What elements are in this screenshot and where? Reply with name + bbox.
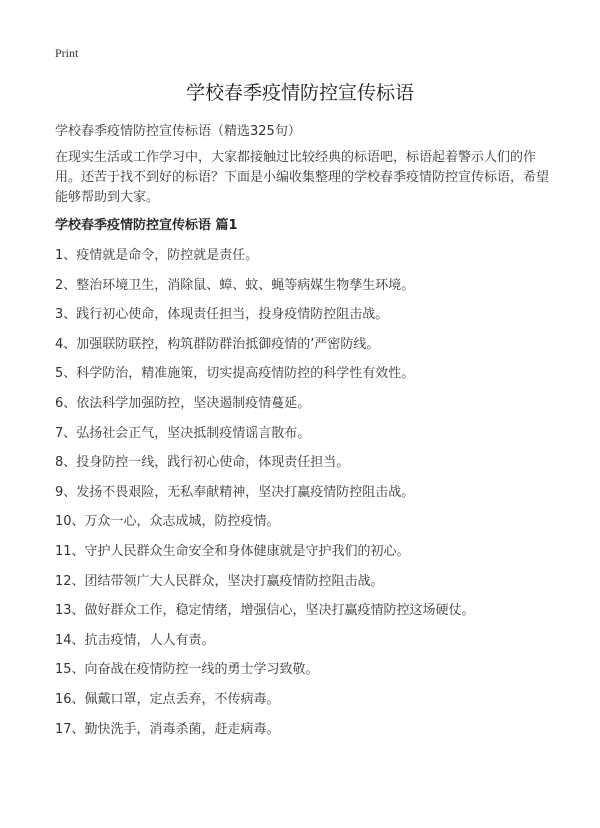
slogan-item: 13、做好群众工作，稳定情绪，增强信心，坚决打赢疫情防控这场硬仗。 (55, 603, 475, 619)
slogan-list (55, 246, 575, 749)
slogan-item: 12、团结带领广大人民群众，坚决打赢疫情防控阻击战。 (55, 573, 384, 589)
slogan-item: 4、加强联防联控，构筑群防群治抵御疫情的’严密防线。 (55, 336, 380, 352)
print-link[interactable]: Print (55, 46, 79, 60)
slogan-item: 15、向奋战在疫情防控一线的勇士学习致敬。 (55, 662, 319, 678)
slogan-item: 5、科学防治，精准施策，切实提高疫情防控的科学性有效性。 (55, 366, 415, 382)
slogan-item: 6、依法科学加强防控，坚决遏制疫情蔓延。 (55, 395, 311, 411)
slogan-item: 7、弘扬社会正气，坚决抵制疫情谣言散布。 (55, 425, 311, 441)
slogan-item: 10、万众一心，众志成城，防控疫情。 (55, 514, 280, 530)
slogan-item: 11、守护人民群众生命安全和身体健康就是守护我们的初心。 (55, 543, 410, 559)
slogan-item: 14、抗击疫情，人人有责。 (55, 632, 215, 648)
slogan-item: 2、整治环境卫生，消除鼠、蟑、蚊、蝇等病媒生物孳生环境。 (55, 277, 415, 293)
slogan-item: 1、疫情就是命令，防控就是责任。 (55, 248, 259, 263)
subtitle: 学校春季疫情防控宣传标语（精选325句） (55, 124, 301, 139)
intro-paragraph: 在现实生活或工作学习中，大家都接触过比较经典的标语吧，标语起着警示人们的作用。还苦于找不到好的标语？下面是小编收集整理的学校春季疫情防控宣传标语，希望能够帮助到大家。 (55, 150, 550, 205)
slogan-item: 8、投身防控一线，践行初心使命，体现责任担当。 (55, 455, 350, 471)
slogan-item: 17、勤快洗手，消毒杀菌，赶走病毒。 (55, 721, 280, 737)
slogan-item: 3、践行初心使命，体现责任担当，投身疫情防控阻击战。 (55, 307, 389, 323)
slogan-item: 9、发扬不畏艰险，无私奉献精神，坚决打赢疫情防控阻击战。 (55, 484, 415, 500)
slogan-item: 16、佩戴口罩，定点丢弃，不传病毒。 (55, 691, 280, 707)
page-title: 学校春季疫情防控宣传标语 (185, 82, 414, 104)
section-heading: 学校春季疫情防控宣传标语 篇1 (55, 218, 238, 233)
